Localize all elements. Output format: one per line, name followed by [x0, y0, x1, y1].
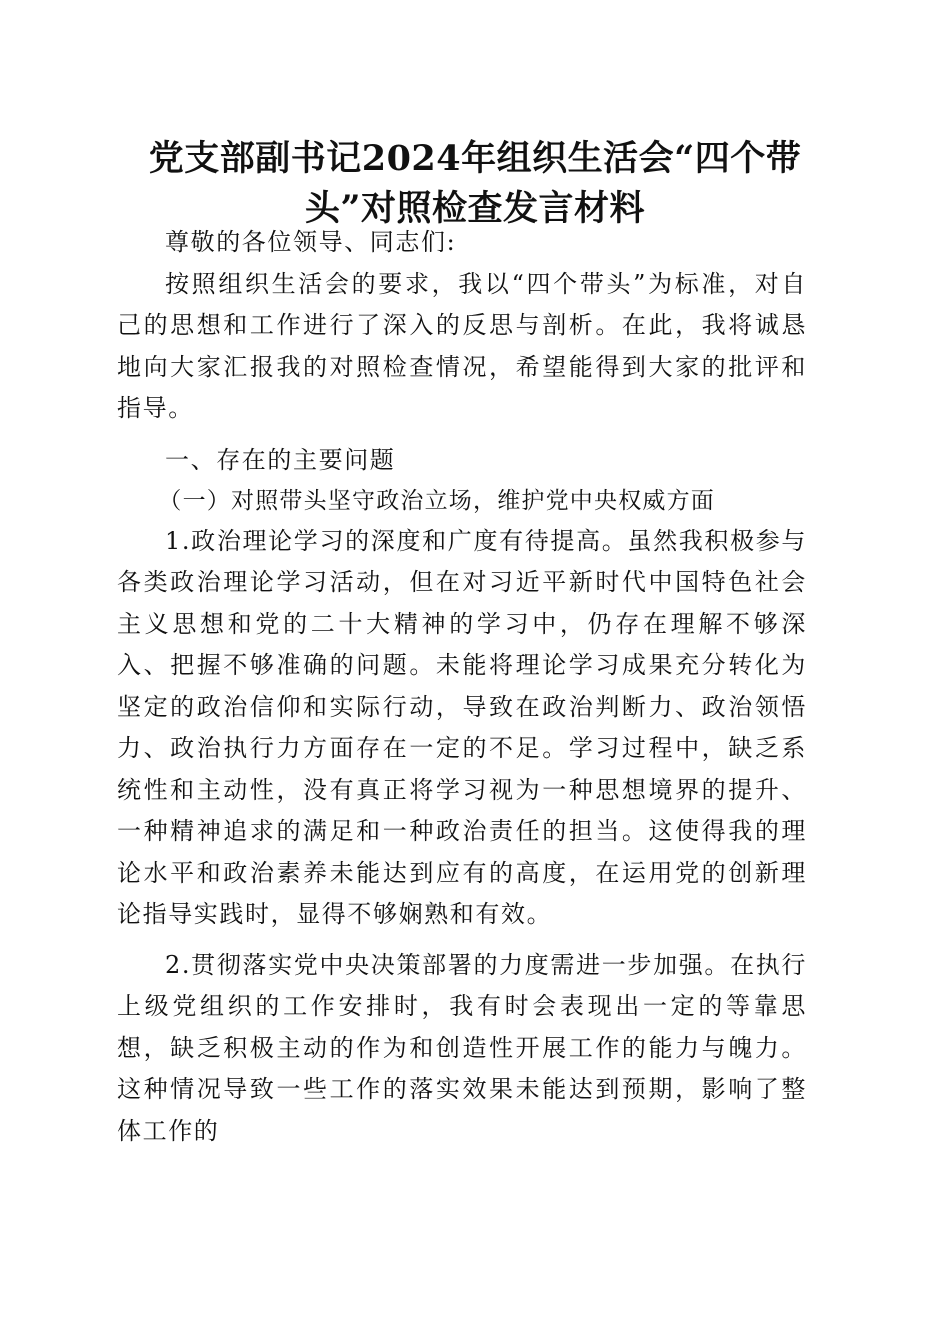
- section-heading: 一、存在的主要问题: [165, 445, 396, 474]
- subsection-heading: （一）对照带头坚守政治立场，维护党中央权威方面: [158, 487, 715, 514]
- intro-paragraph: 按照组织生活会的要求，我以“四个带头”为标准，对自己的思想和工作进行了深入的反思与剖析。在此，我将诚恳地向大家汇报我的对照检查情况，希望能得到大家的批评和指导。: [117, 269, 807, 422]
- document-body: [117, 222, 807, 1152]
- document-title: 党支部副书记2024年组织生活会“四个带头”对照检查发言材料: [148, 138, 802, 229]
- body-paragraph-1: 1.政治理论学习的深度和广度有待提高。虽然我积极参与各类政治理论学习活动，但在对习近平新时代中国特色社会主义思想和党的二十大精神的学习中，仍存在理解不够深入、把握不够准确的问题。未能将理论学习成果充分转化为坚定的政治信仰和实际行动，导致在政治判断力、政治领悟力、政治执行力方面存在一定的不足。学习过程中，缺乏系统性和主动性，没有真正将学习视为一种思想境界的提升、一种精神追求的满足和一种政治责任的担当。这使得我的理论水平和政治素养未能达到应有的高度，在运用党的创新理论指导实践时，显得不够娴熟和有效。: [117, 526, 807, 928]
- salutation: 尊敬的各位领导、同志们:: [165, 228, 457, 256]
- body-paragraph-2: 2.贯彻落实党中央决策部署的力度需进一步加强。在执行上级党组织的工作安排时，我有时会表现出一定的等靠思想，缺乏积极主动的作为和创造性开展工作的能力与魄力。这种情况导致一些工作的落实效果未能达到预期，影响了整体工作的: [117, 950, 807, 1145]
